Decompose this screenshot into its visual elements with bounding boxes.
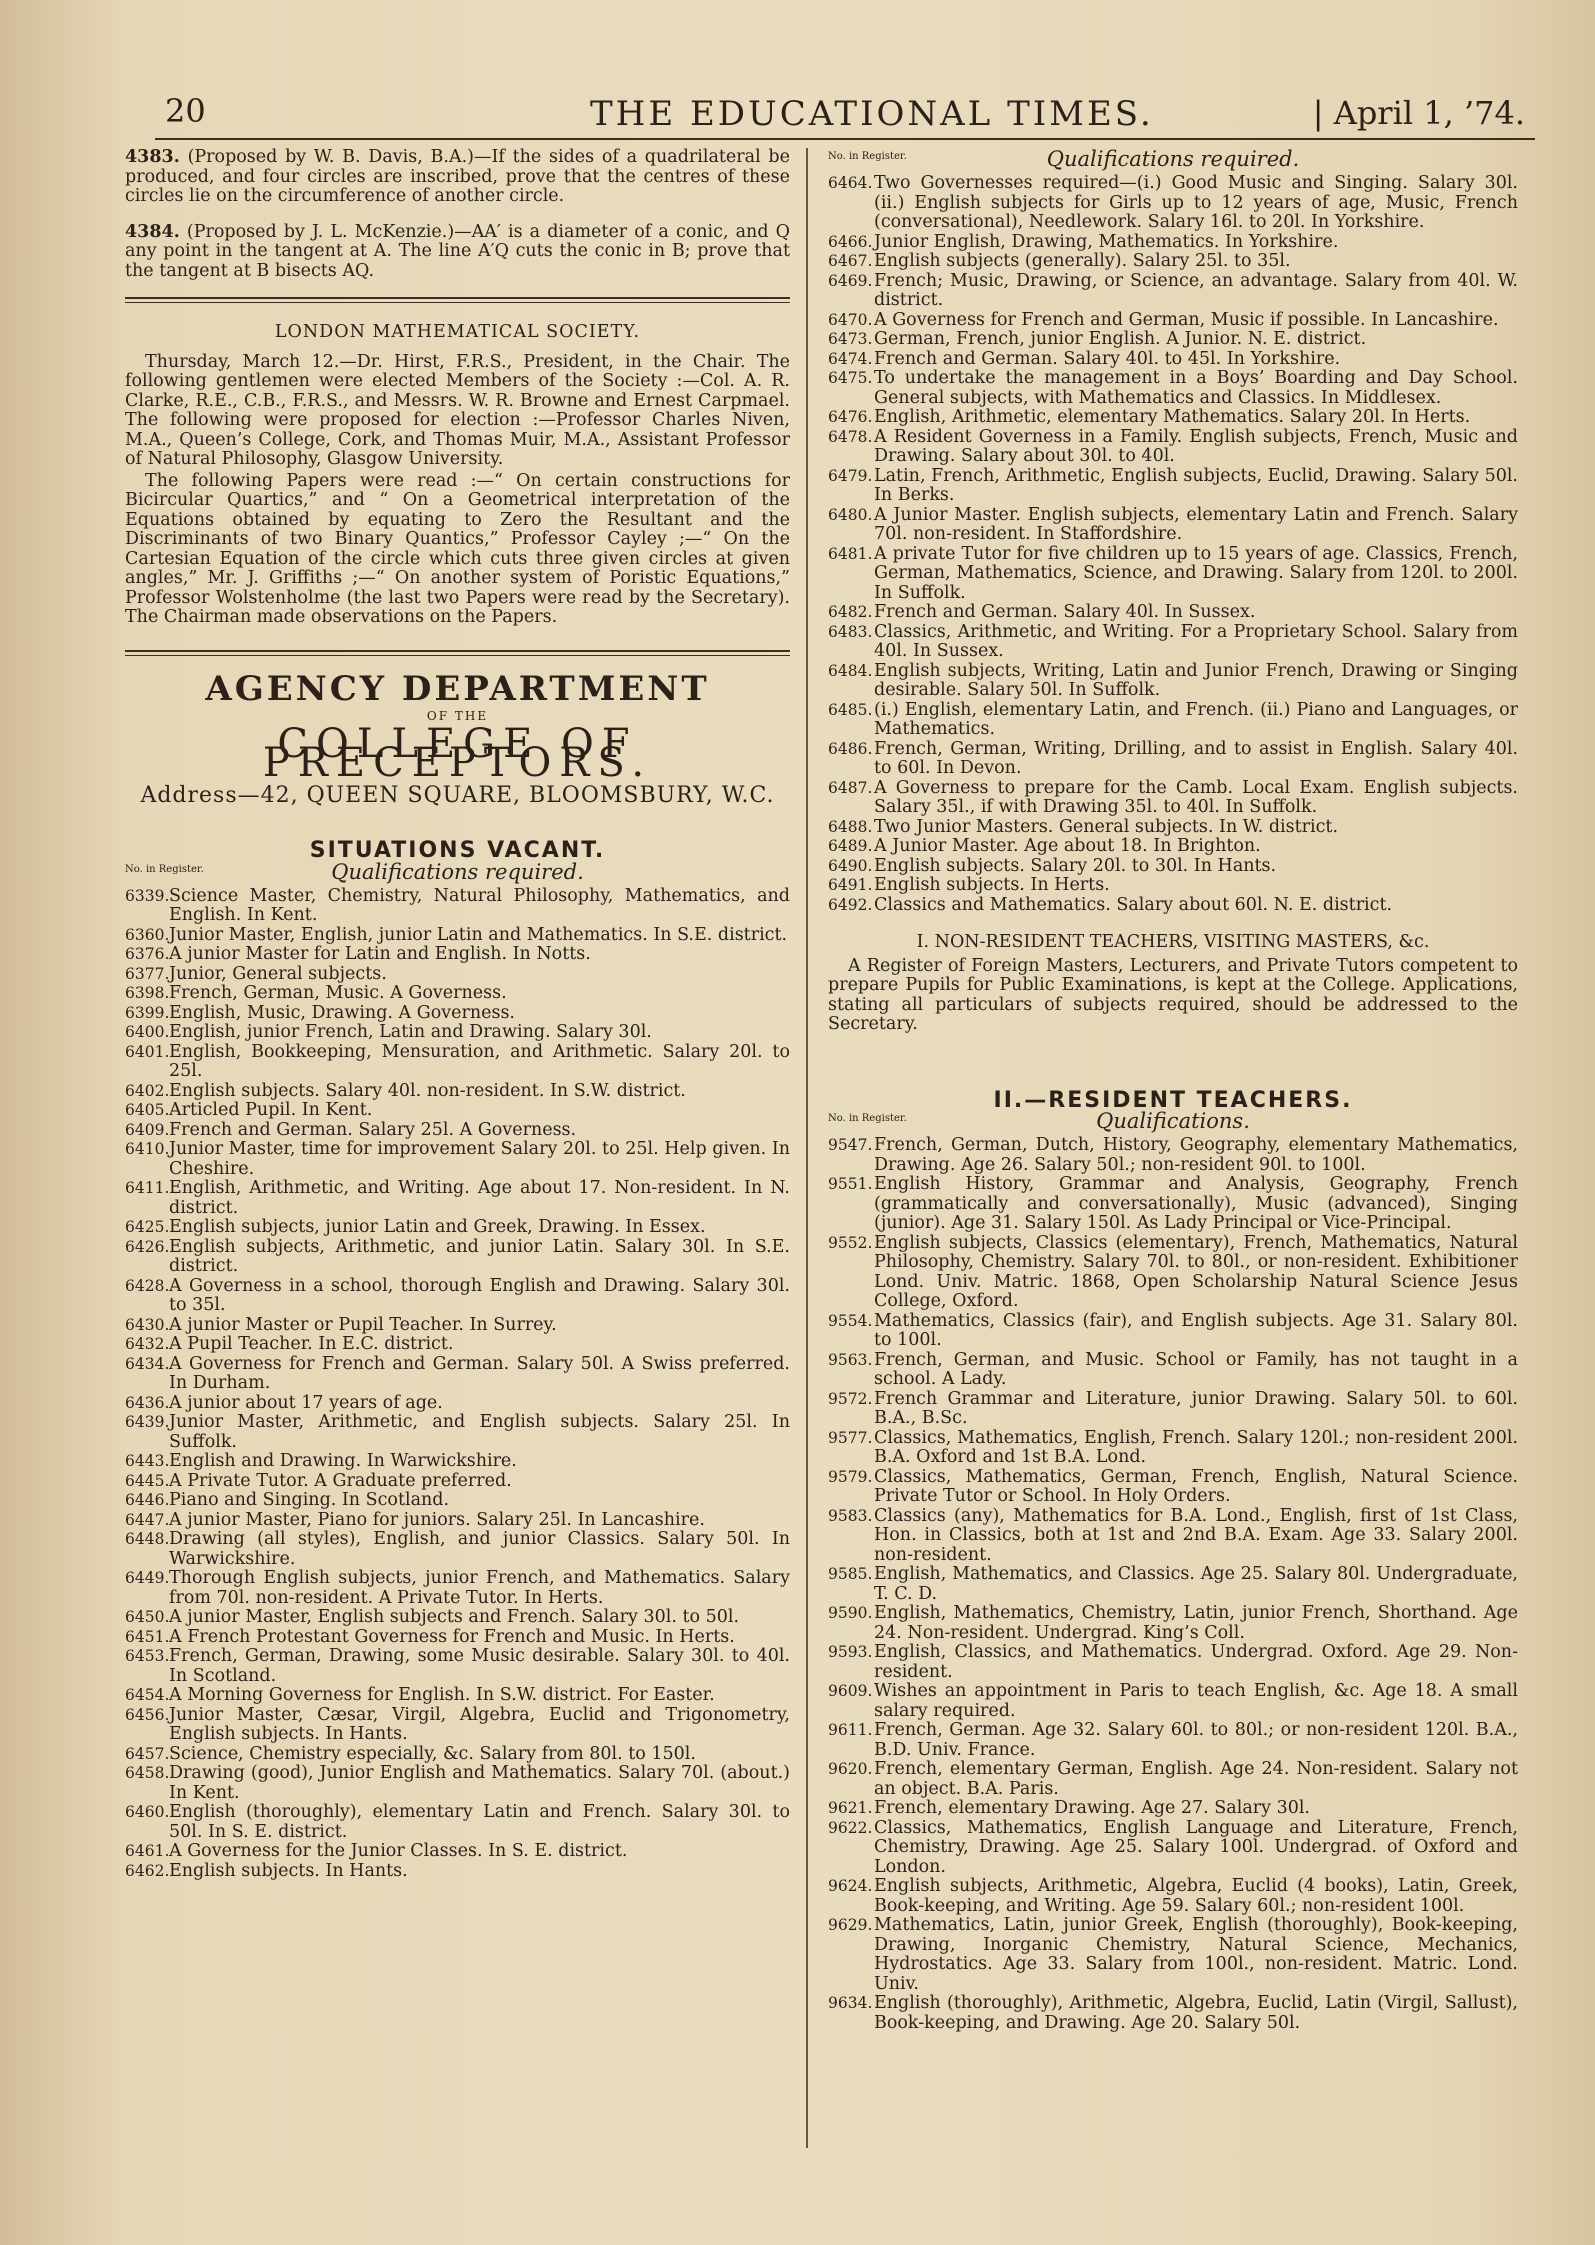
problem [125, 223, 790, 282]
register-number: 9634. [828, 1994, 873, 2012]
situation-item [828, 623, 1518, 662]
register-number: 6490. [828, 856, 873, 875]
advertisement-text: Two Governesses required—(i.) Good Music and Singing. Salary 30l. (ii.) English subjects for Girls up to 12 years of age, Music, French (conversational), Needlework. Salary 16l. to 20l. In Yorkshire. [874, 173, 1518, 232]
register-number: 6487. [828, 778, 873, 797]
situation-item [828, 330, 1518, 350]
advertisement-text: A Morning Governess for English. In S.W. district. For Easter. [169, 1685, 715, 1705]
advertisement-text: Classics and Mathematics. Salary about 60l. N. E. district. [874, 894, 1393, 915]
register-number: 6448. [125, 1530, 170, 1548]
advertisement-text: A junior Master, Piano for juniors. Salary 25l. In Lancashire. [169, 1509, 705, 1530]
register-number: 6430. [125, 1315, 170, 1334]
resident-item [828, 1429, 1518, 1468]
register-header [828, 148, 1518, 174]
situation-item [828, 701, 1518, 740]
register-number: 6482. [828, 603, 873, 621]
advertisement-text: Classics, Mathematics, German, French, English, Natural Science. Private Tutor or School. In Holy Orders. [874, 1466, 1518, 1506]
register-number: 9593. [828, 1643, 873, 1661]
advertisement-text: A French Protestant Governess for French and Music. In Herts. [169, 1626, 735, 1647]
register-number: 9547. [828, 1136, 873, 1154]
advertisement-text: English subjects. In Hants. [169, 1860, 408, 1881]
advertisement-text: French; Music, Drawing, or Science, an advantage. Salary from 40l. W. district. [874, 270, 1518, 310]
advertisement-text: A Junior Master. Age about 18. In Brighton. [874, 836, 1261, 856]
situation-item [125, 1452, 790, 1472]
situation-item [125, 1238, 790, 1277]
advertisement-text: Junior Master, English, junior Latin and Mathematics. In S.E. district. [169, 924, 788, 945]
advertisement-text: A Pupil Teacher. In E.C. district. [169, 1334, 454, 1354]
college-title: COLLEGE OF PRECEPTORS. [262, 720, 653, 786]
situation-item [125, 1277, 790, 1316]
situation-item [125, 984, 790, 1004]
register-number: 6458. [125, 1764, 170, 1782]
advertisement-text: A Junior Master. English subjects, elementary Latin and French. Salary 70l. non-resident. In Staffordshire. [874, 504, 1518, 544]
situation-item [125, 1004, 790, 1024]
register-number: 6401. [125, 1042, 170, 1061]
register-number: 6360. [125, 925, 170, 944]
situation-item [125, 1530, 790, 1569]
advertisement-text: French Grammar and Literature, junior Drawing. Salary 50l. to 60l. B.A., B.Sc. [874, 1388, 1518, 1428]
situation-item [828, 272, 1518, 311]
society-paragraph: The following Papers were read :—“ On certain constructions for Bicircular Quartics,” and “ On a Geometrical interpretation of the Equations obtained by equating to Zero the Resultant and the Discriminants of two Binary Quantics,” Professor Cayley ;—“ On the Cartesian Equation of the circle which cuts three given circles at given angles,” Mr. J. Griffiths ;—“ On another system of Poristic Equations,” Professor Wolstenholme (the last two Papers were read by the Secretary). The Chairman made observations on the Papers. [125, 470, 790, 627]
resident-item [828, 1565, 1518, 1604]
advertisement-text: English, Mathematics, Chemistry, Latin, junior French, Shorthand. Age 24. Non-resident. Undergrad. King’s Coll. [874, 1603, 1518, 1643]
register-number: 6467. [828, 252, 873, 270]
register-label: No. in Register. [828, 151, 907, 162]
register-number: 6410. [125, 1140, 170, 1158]
advertisement-text: A junior Master or Pupil Teacher. In Surrey. [169, 1314, 557, 1335]
society-paragraph: Thursday, March 12.—Dr. Hirst, F.R.S., President, in the Chair. The following gentlemen were elected Members of the Society :—Col. A. R. Clarke, R.E., C.B., F.R.S., and Messrs. W. R. Browne and Ernest Carpmael. The following were proposed for election :—Professor Charles Niven, M.A., Queen’s College, Cork, and Thomas Muir, M.A., Assistant Professor of Natural Philosophy, Glasgow University. [125, 351, 790, 469]
advertisement-text: Drawing (all styles), English, and junior Classics. Salary 50l. In Warwickshire. [169, 1529, 790, 1569]
advertisement-text: French and German. Salary 40l. to 45l. In Yorkshire. [874, 348, 1341, 369]
register-number: 9563. [828, 1350, 873, 1369]
situation-item [125, 1023, 790, 1043]
advertisement-text: English, Arithmetic, elementary Mathematics. Salary 20l. In Herts. [874, 407, 1471, 427]
register-number: 6405. [125, 1101, 170, 1119]
register-number: 6432. [125, 1335, 170, 1353]
register-number: 9585. [828, 1565, 873, 1583]
advertisement-text: Two Junior Masters. General subjects. In W. district. [874, 816, 1339, 837]
advertisement-text: Classics, Arithmetic, and Writing. For a Proprietary School. Salary from 40l. In Sussex. [874, 621, 1518, 661]
situation-item [125, 1472, 790, 1492]
situation-item [125, 1511, 790, 1531]
register-label: No. in Register. [828, 1113, 907, 1124]
advertisement-text: English, Music, Drawing. A Governess. [169, 1002, 515, 1023]
issue-date: | April 1, ’74. [1312, 94, 1525, 132]
resident-item [828, 1390, 1518, 1429]
situations-list [125, 887, 790, 1882]
situation-item [828, 233, 1518, 253]
advertisement-text: Classics, Mathematics, English, French. Salary 120l.; non-resident 200l. B.A. Oxford and 1st B.A. Lond. [874, 1427, 1518, 1467]
register-number: 6473. [828, 330, 873, 348]
situation-item [125, 1569, 790, 1608]
advertisement-text: English History, Grammar and Analysis, Geography, French (grammatically and conversationally), Music (advanced), Singing (junior). Age 31. Salary 150l. As Lady Principal or Vice-Principal. [874, 1174, 1518, 1233]
problems-section [125, 148, 790, 281]
publication-title: THE EDUCATIONAL TIMES. [590, 94, 1154, 134]
situation-item [828, 876, 1518, 896]
advertisement-text: English subjects, Classics (elementary), French, Mathematics, Natural Philosophy, Chemistry. Salary 70l. to 80l., or non-resident. Exhibitioner Lond. Univ. Matric. 1868, Open Scholarship Natural Science Jesus College, Oxford. [874, 1232, 1518, 1311]
situation-item [125, 1686, 790, 1706]
advertisement-text: English, Arithmetic, and Writing. Age about 17. Non-resident. In N. district. [169, 1178, 790, 1218]
register-number: 6411. [125, 1179, 170, 1197]
advertisement-text: (i.) English, elementary Latin, and French. (ii.) Piano and Languages, or Mathematics. [874, 699, 1518, 739]
register-header [125, 861, 790, 887]
advertisement-text: English subjects (generally). Salary 25l. to 35l. [874, 251, 1291, 271]
register-number: 9622. [828, 1818, 873, 1837]
situation-item [828, 857, 1518, 877]
advertisement-text: English subjects. Salary 40l. non-resident. In S.W. district. [169, 1080, 686, 1101]
right-column [828, 148, 1518, 2033]
advertisement-text: English, Classics, and Mathematics. Undergrad. Oxford. Age 29. Non-resident. [874, 1642, 1518, 1682]
advertisement-text: Thorough English subjects, junior French, and Mathematics. Salary from 70l. non-resident. A Private Tutor. In Herts. [169, 1568, 790, 1608]
situation-item [125, 1043, 790, 1082]
register-number: 6464. [828, 174, 873, 192]
situation-item [125, 1842, 790, 1862]
advertisement-text: Drawing (good), Junior English and Mathematics. Salary 70l. (about.) In Kent. [169, 1763, 790, 1803]
advertisement-text: Junior English, Drawing, Mathematics. In Yorkshire. [874, 231, 1339, 252]
situations-heading: SITUATIONS VACANT. [309, 838, 606, 863]
register-number: 6409. [125, 1120, 170, 1139]
situation-item [828, 662, 1518, 701]
advertisement-text: English (thoroughly), elementary Latin and French. Salary 30l. to 50l. In S. E. district. [169, 1802, 790, 1842]
situation-item [125, 1745, 790, 1765]
advertisement-text: German, French, junior English. A Junior. N. E. district. [874, 329, 1367, 349]
situation-item [125, 1764, 790, 1803]
problem-text: (Proposed by W. B. Davis, B.A.)—If the sides of a quadrilateral be produced, and four circles are inscribed, prove that the centres of these circles lie on the circumference of another circle. [125, 147, 790, 206]
situation-item [125, 1862, 790, 1882]
register-number: 6476. [828, 408, 873, 426]
advertisement-text: English and Drawing. In Warwickshire. [169, 1451, 517, 1471]
situation-item [125, 1608, 790, 1628]
situation-item [828, 174, 1518, 233]
register-number: 6469. [828, 271, 873, 290]
situation-item [828, 350, 1518, 370]
advertisement-text: Piano and Singing. In Scotland. [169, 1490, 450, 1510]
agency-of-the: OF THE [426, 709, 489, 723]
double-rule [125, 650, 790, 656]
register-number: 9624. [828, 1877, 873, 1895]
register-number: 6474. [828, 349, 873, 368]
register-number: 6453. [125, 1647, 170, 1665]
resident-item [828, 1877, 1518, 1916]
resident-item [828, 1819, 1518, 1878]
register-number: 9572. [828, 1389, 873, 1408]
advertisement-text: Junior, General subjects. [169, 963, 387, 984]
advertisement-text: French, German, and Music. School or Family, has not taught in a school. A Lady. [874, 1349, 1518, 1389]
advertisement-text: A Governess to prepare for the Camb. Local Exam. English subjects. Salary 35l., if with Drawing 35l. to 40l. In Suffolk. [874, 777, 1518, 817]
register-header [828, 1110, 1518, 1136]
left-column [125, 148, 790, 1881]
register-number: 6484. [828, 661, 873, 680]
situation-item [125, 1218, 790, 1238]
resident-item [828, 1994, 1518, 2033]
resident-item [828, 1799, 1518, 1819]
register-number: 6485. [828, 700, 873, 719]
register-label: No. in Register. [125, 863, 204, 875]
situation-item [125, 1647, 790, 1686]
advertisement-text: A Resident Governess in a Family. English subjects, French, Music and Drawing. Salary about 30l. to 40l. [874, 426, 1518, 466]
advertisement-text: A junior Master, English subjects and French. Salary 30l. to 50l. [169, 1607, 740, 1627]
situation-item [125, 1179, 790, 1218]
resident-item [828, 1312, 1518, 1351]
situation-item [828, 506, 1518, 545]
advertisement-text: English subjects, Arithmetic, and junior Latin. Salary 30l. In S.E. district. [169, 1236, 790, 1276]
register-number: 9577. [828, 1428, 873, 1447]
situations-cont-list [828, 174, 1518, 915]
situation-item [828, 408, 1518, 428]
advertisement-text: Classics, Mathematics, English Language and Literature, French, Chemistry, Drawing. Age 25. Salary 100l. Undergrad. of Oxford and London. [874, 1817, 1518, 1877]
advertisement-text: Wishes an appointment in Paris to teach English, &c. Age 18. A small salary required. [874, 1681, 1518, 1721]
advertisement-text: A Governess for the Junior Classes. In S. E. district. [169, 1841, 628, 1861]
resident-item [828, 1351, 1518, 1390]
advertisement-text: French, German, Dutch, History, Geography, elementary Mathematics, Drawing. Age 26. Salary 50l.; non-resident 90l. to 100l. [874, 1135, 1518, 1175]
register-number: 6447. [125, 1510, 170, 1529]
resident-item [828, 1760, 1518, 1799]
advertisement-text: To undertake the management in a Boys’ Boarding and Day School. General subjects, with Mathematics and Classics. In Middlesex. [874, 368, 1518, 408]
advertisement-text: A junior Master for Latin and English. In Notts. [169, 944, 591, 964]
advertisement-text: French and German. Salary 40l. In Sussex. [874, 602, 1256, 622]
advertisement-text: English subjects. Salary 20l. to 30l. In Hants. [874, 855, 1277, 876]
register-number: 6479. [828, 466, 873, 485]
advertisement-text: A Governess for French and German, Music if possible. In Lancashire. [874, 309, 1499, 330]
situation-item [125, 887, 790, 926]
advertisement-text: English, Bookkeeping, Mensuration, and Arithmetic. Salary 20l. to 25l. [169, 1041, 790, 1081]
register-number: 6462. [125, 1861, 170, 1880]
register-number: 9590. [828, 1604, 873, 1622]
situation-item [125, 1121, 790, 1141]
register-number: 9609. [828, 1682, 873, 1700]
situation-item [828, 311, 1518, 331]
register-number: 6439. [125, 1413, 170, 1431]
register-number: 6449. [125, 1569, 170, 1587]
register-number: 6434. [125, 1354, 170, 1373]
register-number: 6451. [125, 1627, 170, 1646]
register-number: 6446. [125, 1491, 170, 1509]
advertisement-text: French, elementary Drawing. Age 27. Salary 30l. [874, 1798, 1310, 1818]
advertisement-text: Science Master, Chemistry, Natural Philosophy, Mathematics, and English. In Kent. [169, 885, 790, 925]
register-number: 6425. [125, 1218, 170, 1236]
advertisement-text: A private Tutor for five children up to 15 years of age. Classics, French, German, Mathematics, Science, and Drawing. Salary from 120l. to 200l. In Suffolk. [874, 543, 1518, 603]
advertisement-text: French, German, Writing, Drilling, and to assist in English. Salary 40l. to 60l. In Devon. [874, 738, 1518, 778]
situation-item [125, 1628, 790, 1648]
non-resident-heading: I. NON-RESIDENT TEACHERS, VISITING MASTERS, &c. [916, 932, 1430, 952]
register-number: 6426. [125, 1237, 170, 1256]
advertisement-text: English, junior French, Latin and Drawing. Salary 30l. [169, 1022, 652, 1042]
resident-list [828, 1136, 1518, 2033]
register-number: 6400. [125, 1023, 170, 1041]
advertisement-text: French and German. Salary 25l. A Governess. [169, 1119, 577, 1140]
situation-item [828, 369, 1518, 408]
advertisement-text: English (thoroughly), Arithmetic, Algebra, Euclid, Latin (Virgil, Sallust), Book-keeping, and Drawing. Age 20. Salary 50l. [874, 1993, 1518, 2033]
advertisement-text: Mathematics, Classics (fair), and English subjects. Age 31. Salary 80l. to 100l. [874, 1310, 1518, 1350]
register-number: 6470. [828, 310, 873, 329]
situation-item [125, 1082, 790, 1102]
society-heading: LONDON MATHEMATICAL SOCIETY. [274, 322, 641, 342]
register-number: 9579. [828, 1467, 873, 1486]
register-number: 6454. [125, 1686, 170, 1704]
register-number: 6376. [125, 945, 170, 963]
register-number: 6466. [828, 232, 873, 251]
advertisement-text: French, German, Music. A Governess. [169, 983, 507, 1003]
register-number: 6478. [828, 427, 873, 446]
register-number: 6398. [125, 984, 170, 1002]
advertisement-text: English, Mathematics, and Classics. Age 25. Salary 80l. Undergraduate, T. C. D. [874, 1564, 1518, 1604]
situation-item [125, 1803, 790, 1842]
page-header [155, 92, 1535, 140]
advertisement-text: Articled Pupil. In Kent. [169, 1100, 373, 1120]
situation-item [828, 467, 1518, 506]
register-number: 6483. [828, 622, 873, 641]
register-number: 6457. [125, 1744, 170, 1763]
register-number: 6491. [828, 876, 873, 894]
situation-item [125, 1394, 790, 1414]
advertisement-text: A Governess for French and German. Salary 50l. A Swiss preferred. In Durham. [169, 1353, 790, 1393]
situation-item [828, 837, 1518, 857]
register-number: 6480. [828, 505, 873, 524]
register-number: 6456. [125, 1705, 170, 1724]
advertisement-text: A Governess in a school, thorough English and Drawing. Salary 30l. to 35l. [169, 1275, 790, 1315]
situation-item [125, 1335, 790, 1355]
register-number: 6402. [125, 1081, 170, 1100]
resident-item [828, 1234, 1518, 1312]
register-number: 9621. [828, 1799, 873, 1817]
problem-number: 4383. [125, 147, 180, 167]
situation-item [828, 896, 1518, 916]
situation-item [828, 545, 1518, 604]
advertisement-text: English subjects, junior Latin and Greek, Drawing. In Essex. [169, 1217, 706, 1237]
register-number: 6443. [125, 1452, 170, 1470]
situation-item [125, 1101, 790, 1121]
non-resident-text: A Register of Foreign Masters, Lecturers, and Private Tutors competent to prepare Pupils for Public Examinations, is kept at the College. Applications, stating all particulars of subjects required, should be addressed to the Secretary. [828, 955, 1518, 1034]
college-address: Address—42, QUEEN SQUARE, BLOOMSBURY, W.C. [140, 782, 775, 808]
register-number: 6460. [125, 1803, 170, 1821]
problem-number: 4384. [125, 221, 180, 242]
advertisement-text: English subjects. In Herts. [874, 875, 1110, 895]
advertisement-text: Science, Chemistry especially, &c. Salary from 80l. to 150l. [169, 1743, 696, 1764]
problem [125, 148, 790, 207]
register-number: 6492. [828, 895, 873, 914]
advertisement-text: Junior Master, Arithmetic, and English subjects. Salary 25l. In Suffolk. [169, 1412, 790, 1452]
register-number: 6481. [828, 544, 873, 563]
resident-item [828, 1136, 1518, 1175]
register-number: 6461. [125, 1842, 170, 1860]
register-number: 6339. [125, 886, 170, 905]
advertisement-text: English subjects, Arithmetic, Algebra, Euclid (4 books), Latin, Greek, Book-keeping, and Writing. Age 59. Salary 60l.; non-resident 100l. [874, 1876, 1518, 1916]
advertisement-text: Latin, French, Arithmetic, English subjects, Euclid, Drawing. Salary 50l. In Berks. [874, 465, 1518, 505]
register-number: 9554. [828, 1311, 873, 1330]
register-number: 6436. [125, 1393, 170, 1412]
advertisement-text: Junior Master, Cæsar, Virgil, Algebra, Euclid and Trigonometry, English subjects. In Hants. [169, 1704, 790, 1744]
advertisement-text: Classics (any), Mathematics for B.A. Lond., English, first of 1st Class, Hon. in Classics, both at 1st and 2nd B.A. Exam. Age 33. Salary 200l. non-resident. [874, 1505, 1518, 1565]
situation-item [828, 818, 1518, 838]
register-number: 6428. [125, 1276, 170, 1295]
double-rule [125, 297, 790, 303]
advertisement-text: French, German, Drawing, some Music desirable. Salary 30l. to 40l. In Scotland. [169, 1646, 790, 1686]
advertisement-text: A Private Tutor. A Graduate preferred. [169, 1470, 512, 1491]
advertisement-text: Mathematics, Latin, junior Greek, English (thoroughly), Book-keeping, Drawing, Inorganic Chemistry, Natural Science, Mechanics, Hydrostatics. Age 33. Salary from 100l., non-resident. Matric. Lond. Univ. [874, 1915, 1518, 1994]
register-number: 6488. [828, 817, 873, 836]
situation-item [125, 1706, 790, 1745]
register-number: 6399. [125, 1003, 170, 1022]
situation-item [125, 1413, 790, 1452]
resident-item [828, 1468, 1518, 1507]
resident-item [828, 1643, 1518, 1682]
situation-item [125, 945, 790, 965]
resident-item [828, 1721, 1518, 1760]
situation-item [125, 926, 790, 946]
register-number: 6450. [125, 1608, 170, 1626]
problem-text: (Proposed by J. L. McKenzie.)—AA′ is a diameter of a conic, and Q any point in the tangent at A. The line A′Q cuts the conic in B; prove that the tangent at B bisects AQ. [125, 221, 790, 281]
register-number: 9551. [828, 1175, 873, 1193]
column-divider [806, 148, 808, 2148]
register-number: 9552. [828, 1233, 873, 1252]
register-number: 9583. [828, 1506, 873, 1525]
qualifications-label: Qualifications required. [1046, 147, 1300, 171]
situation-item [828, 779, 1518, 818]
page-number: 20 [165, 92, 206, 130]
advertisement-text: English subjects, Writing, Latin and Junior French, Drawing or Singing desirable. Salary 50l. In Suffolk. [874, 660, 1518, 700]
register-number: 9629. [828, 1916, 873, 1934]
situation-item [125, 965, 790, 985]
register-number: 6445. [125, 1471, 170, 1490]
resident-item [828, 1916, 1518, 1994]
resident-heading: II.—RESIDENT TEACHERS. [993, 1087, 1353, 1113]
qualifications-label: Qualifications required. [331, 859, 584, 884]
situation-item [125, 1316, 790, 1336]
advertisement-text: Junior Master, time for improvement Salary 20l. to 25l. Help given. In Cheshire. [169, 1139, 790, 1179]
register-number: 6377. [125, 964, 170, 983]
advertisement-text: A junior about 17 years of age. [169, 1392, 443, 1413]
resident-item [828, 1604, 1518, 1643]
register-number: 6486. [828, 739, 873, 758]
agency-title: AGENCY DEPARTMENT [205, 668, 710, 709]
register-number: 9611. [828, 1721, 873, 1739]
register-number: 6489. [828, 837, 873, 855]
resident-item [828, 1175, 1518, 1234]
advertisement-text: French, German. Age 32. Salary 60l. to 80l.; or non-resident 120l. B.A., B.D. Univ. France. [874, 1720, 1518, 1760]
resident-item [828, 1682, 1518, 1721]
register-number: 6475. [828, 369, 873, 387]
advertisement-text: French, elementary German, English. Age 24. Non-resident. Salary not an object. B.A. Paris. [874, 1759, 1518, 1799]
situation-item [828, 252, 1518, 272]
resident-item [828, 1507, 1518, 1566]
situation-item [828, 603, 1518, 623]
qualifications-label: Qualifications. [1096, 1109, 1250, 1133]
situation-item [125, 1140, 790, 1179]
situation-item [125, 1355, 790, 1394]
situation-item [125, 1491, 790, 1511]
situation-item [828, 428, 1518, 467]
situation-item [828, 740, 1518, 779]
register-number: 9620. [828, 1760, 873, 1778]
